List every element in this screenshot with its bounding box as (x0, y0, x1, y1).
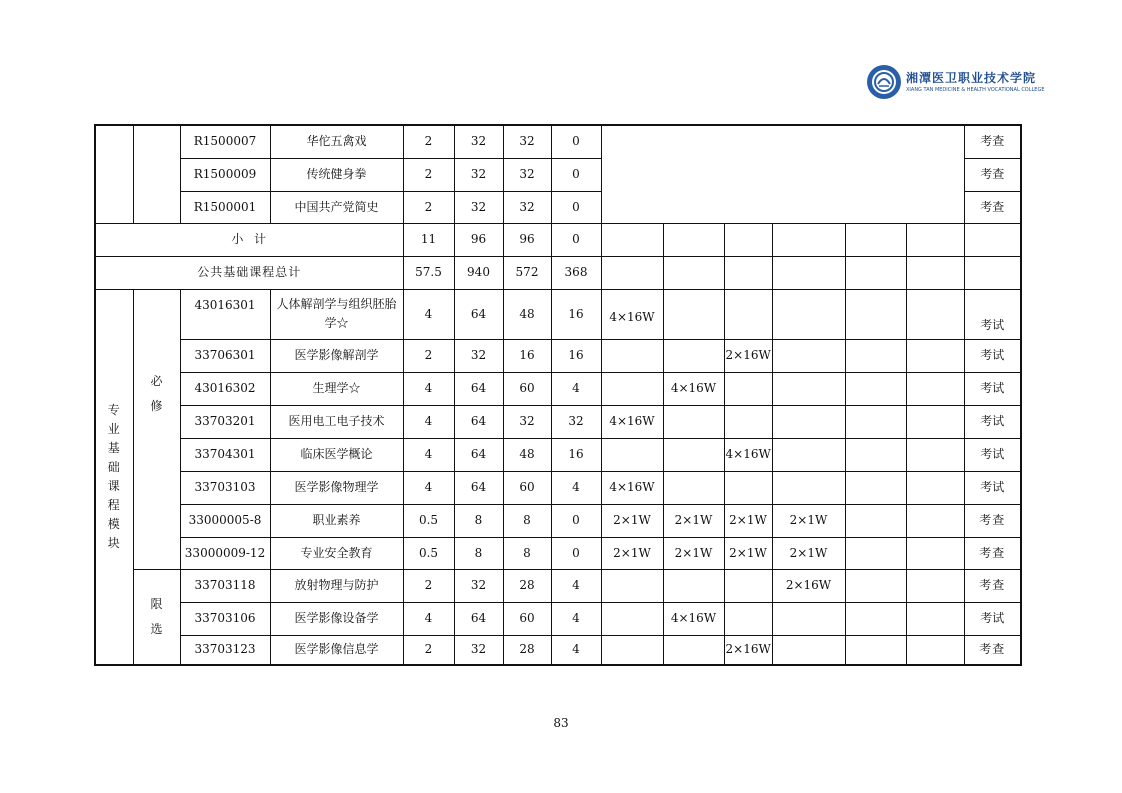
practice-hours: 32 (551, 405, 601, 438)
elective-label: 限 选 (133, 569, 180, 665)
subtotal-label: 小 计 (95, 223, 403, 256)
semester-2: 4×16W (663, 602, 724, 635)
credit: 2 (403, 339, 454, 372)
semester-5 (845, 602, 906, 635)
semester-6 (906, 471, 964, 504)
semester-5 (845, 635, 906, 665)
practice-hours: 0 (551, 504, 601, 537)
semester-1: 4×16W (601, 471, 663, 504)
semester-2 (663, 635, 724, 665)
course-code: R1500007 (180, 125, 270, 158)
table-row (95, 537, 1021, 569)
assessment: 考试 (964, 438, 1021, 471)
assessment: 考查 (964, 635, 1021, 665)
semester-3 (724, 569, 772, 602)
table-row (95, 471, 1021, 504)
total-hours: 64 (454, 602, 503, 635)
semester-5 (845, 471, 906, 504)
table-row (95, 504, 1021, 537)
course-name: 职业素养 (270, 504, 403, 537)
semester-4: 2×16W (772, 569, 845, 602)
empty-cell (772, 223, 845, 256)
semester-6 (906, 405, 964, 438)
semester-2: 2×1W (663, 504, 724, 537)
semester-4 (772, 339, 845, 372)
empty-cell (724, 223, 772, 256)
public-total-row (95, 256, 1021, 289)
practice-hours: 4 (551, 635, 601, 665)
subtotal-row (95, 223, 1021, 256)
semester-2 (663, 471, 724, 504)
theory-hours: 48 (503, 438, 551, 471)
college-english-name: XIANG TAN MEDICINE & HEALTH VOCATIONAL COLLEGE (906, 87, 1045, 93)
practice-hours: 16 (551, 438, 601, 471)
semester-4: 2×1W (772, 504, 845, 537)
theory-hours: 28 (503, 569, 551, 602)
course-name: 医学影像设备学 (270, 602, 403, 635)
semester-2 (663, 438, 724, 471)
credit: 4 (403, 602, 454, 635)
semester-3 (724, 372, 772, 405)
table-row (95, 602, 1021, 635)
semester-6 (906, 635, 964, 665)
practice-hours: 0 (551, 537, 601, 569)
credit: 4 (403, 405, 454, 438)
course-name: 中国共产党简史 (270, 191, 403, 223)
practice-hours: 4 (551, 602, 601, 635)
semester-4 (772, 372, 845, 405)
required-label: 必 修 (133, 289, 180, 569)
total-hours: 64 (454, 405, 503, 438)
semester-5 (845, 289, 906, 339)
course-name: 临床医学概论 (270, 438, 403, 471)
course-code: 33704301 (180, 438, 270, 471)
assessment: 考试 (964, 339, 1021, 372)
practice-hours: 4 (551, 471, 601, 504)
total-hours: 64 (454, 438, 503, 471)
empty-cell (663, 256, 724, 289)
semester-6 (906, 537, 964, 569)
college-logo (866, 64, 1045, 104)
college-seal-icon (866, 64, 902, 100)
theory-hours: 572 (503, 256, 551, 289)
assessment: 考查 (964, 537, 1021, 569)
semester-4 (772, 405, 845, 438)
semester-2: 2×1W (663, 537, 724, 569)
course-plan-table (94, 124, 1022, 666)
table-row (95, 339, 1021, 372)
credit: 4 (403, 471, 454, 504)
empty-cell (663, 223, 724, 256)
practice-hours: 368 (551, 256, 601, 289)
total-hours: 64 (454, 289, 503, 339)
semester-4: 2×1W (772, 537, 845, 569)
course-code: 33000005-8 (180, 504, 270, 537)
assessment: 考试 (964, 405, 1021, 438)
assessment: 考查 (964, 191, 1021, 223)
credit: 4 (403, 438, 454, 471)
course-code: 33703106 (180, 602, 270, 635)
total-hours: 8 (454, 504, 503, 537)
assessment: 考查 (964, 504, 1021, 537)
table-row (95, 405, 1021, 438)
course-name: 专业安全教育 (270, 537, 403, 569)
credit: 2 (403, 635, 454, 665)
page-number: 83 (553, 716, 569, 730)
empty-cell (845, 256, 906, 289)
empty-cell (845, 223, 906, 256)
theory-hours: 28 (503, 635, 551, 665)
semester-5 (845, 372, 906, 405)
total-hours: 940 (454, 256, 503, 289)
course-name: 医用电工电子技术 (270, 405, 403, 438)
course-name: 生理学☆ (270, 372, 403, 405)
theory-hours: 8 (503, 504, 551, 537)
assessment: 考试 (964, 372, 1021, 405)
course-code: 33000009-12 (180, 537, 270, 569)
semester-4 (772, 471, 845, 504)
semester-4 (772, 438, 845, 471)
theory-hours: 32 (503, 158, 551, 191)
blank-cell (133, 125, 180, 223)
assessment: 考查 (964, 569, 1021, 602)
course-code: 33703118 (180, 569, 270, 602)
table-row (95, 438, 1021, 471)
public-total-label: 公共基础课程总计 (95, 256, 403, 289)
semester-2 (663, 339, 724, 372)
course-name: 放射物理与防护 (270, 569, 403, 602)
credit: 0.5 (403, 504, 454, 537)
table-row (95, 125, 1021, 158)
semester-6 (906, 602, 964, 635)
semester-3: 2×1W (724, 504, 772, 537)
theory-hours: 16 (503, 339, 551, 372)
semester-5 (845, 438, 906, 471)
semester-1: 2×1W (601, 537, 663, 569)
credit: 0.5 (403, 537, 454, 569)
table-row (95, 372, 1021, 405)
table-row (95, 289, 1021, 339)
semester-3 (724, 405, 772, 438)
assessment: 考试 (964, 289, 1021, 339)
semester-6 (906, 289, 964, 339)
course-name: 人体解剖学与组织胚胎学☆ (270, 289, 403, 339)
theory-hours: 48 (503, 289, 551, 339)
practice-hours: 0 (551, 125, 601, 158)
assessment: 考试 (964, 602, 1021, 635)
semester-1 (601, 339, 663, 372)
practice-hours: 0 (551, 158, 601, 191)
total-hours: 32 (454, 125, 503, 158)
credit: 4 (403, 372, 454, 405)
empty-cell (772, 256, 845, 289)
semester-3 (724, 602, 772, 635)
semester-4 (772, 602, 845, 635)
semester-6 (906, 569, 964, 602)
empty-cell (906, 256, 964, 289)
semester-1 (601, 635, 663, 665)
semester-6 (906, 372, 964, 405)
semester-3: 2×16W (724, 635, 772, 665)
theory-hours: 60 (503, 602, 551, 635)
practice-hours: 16 (551, 289, 601, 339)
theory-hours: 32 (503, 125, 551, 158)
table-row (95, 635, 1021, 665)
module-label: 专 业 基 础 课 程 模 块 (95, 289, 133, 665)
semester-4 (772, 289, 845, 339)
empty-cell (724, 256, 772, 289)
semester-1: 2×1W (601, 504, 663, 537)
practice-hours: 4 (551, 372, 601, 405)
assessment: 考查 (964, 158, 1021, 191)
semester-1 (601, 438, 663, 471)
course-code: R1500009 (180, 158, 270, 191)
course-code: 33703123 (180, 635, 270, 665)
credit: 11 (403, 223, 454, 256)
practice-hours: 16 (551, 339, 601, 372)
semester-2: 4×16W (663, 372, 724, 405)
total-hours: 64 (454, 471, 503, 504)
theory-hours: 32 (503, 191, 551, 223)
credit: 2 (403, 191, 454, 223)
total-hours: 32 (454, 191, 503, 223)
empty-cell (601, 223, 663, 256)
semester-2 (663, 289, 724, 339)
course-name: 医学影像物理学 (270, 471, 403, 504)
course-name: 医学影像解剖学 (270, 339, 403, 372)
course-code: R1500001 (180, 191, 270, 223)
semester-1: 4×16W (601, 405, 663, 438)
semester-1: 4×16W (601, 289, 663, 339)
semester-3 (724, 471, 772, 504)
merged-semester-cell (601, 125, 964, 223)
semester-5 (845, 405, 906, 438)
blank-cell (95, 125, 133, 223)
semester-1 (601, 372, 663, 405)
course-code: 33703201 (180, 405, 270, 438)
assessment: 考查 (964, 125, 1021, 158)
theory-hours: 8 (503, 537, 551, 569)
theory-hours: 60 (503, 471, 551, 504)
semester-5 (845, 504, 906, 537)
practice-hours: 0 (551, 223, 601, 256)
course-code: 43016302 (180, 372, 270, 405)
total-hours: 32 (454, 569, 503, 602)
course-code: 33706301 (180, 339, 270, 372)
credit: 4 (403, 289, 454, 339)
course-name: 华佗五禽戏 (270, 125, 403, 158)
college-name: 湘潭医卫职业技术学院 (906, 71, 1037, 85)
semester-1 (601, 569, 663, 602)
credit: 2 (403, 158, 454, 191)
total-hours: 64 (454, 372, 503, 405)
course-name: 医学影像信息学 (270, 635, 403, 665)
credit: 57.5 (403, 256, 454, 289)
semester-3: 2×16W (724, 339, 772, 372)
credit: 2 (403, 569, 454, 602)
theory-hours: 32 (503, 405, 551, 438)
semester-5 (845, 339, 906, 372)
semester-3: 4×16W (724, 438, 772, 471)
empty-cell (906, 223, 964, 256)
semester-4 (772, 635, 845, 665)
course-code: 43016301 (180, 289, 270, 339)
total-hours: 96 (454, 223, 503, 256)
total-hours: 32 (454, 158, 503, 191)
assessment: 考试 (964, 471, 1021, 504)
semester-5 (845, 537, 906, 569)
semester-3: 2×1W (724, 537, 772, 569)
total-hours: 32 (454, 635, 503, 665)
empty-cell (964, 223, 1021, 256)
theory-hours: 60 (503, 372, 551, 405)
total-hours: 8 (454, 537, 503, 569)
table-row (95, 569, 1021, 602)
semester-1 (601, 602, 663, 635)
practice-hours: 0 (551, 191, 601, 223)
practice-hours: 4 (551, 569, 601, 602)
credit: 2 (403, 125, 454, 158)
semester-6 (906, 504, 964, 537)
theory-hours: 96 (503, 223, 551, 256)
semester-6 (906, 438, 964, 471)
semester-6 (906, 339, 964, 372)
semester-2 (663, 405, 724, 438)
semester-2 (663, 569, 724, 602)
total-hours: 32 (454, 339, 503, 372)
semester-5 (845, 569, 906, 602)
empty-cell (964, 256, 1021, 289)
semester-3 (724, 289, 772, 339)
course-name: 传统健身拳 (270, 158, 403, 191)
empty-cell (601, 256, 663, 289)
course-code: 33703103 (180, 471, 270, 504)
